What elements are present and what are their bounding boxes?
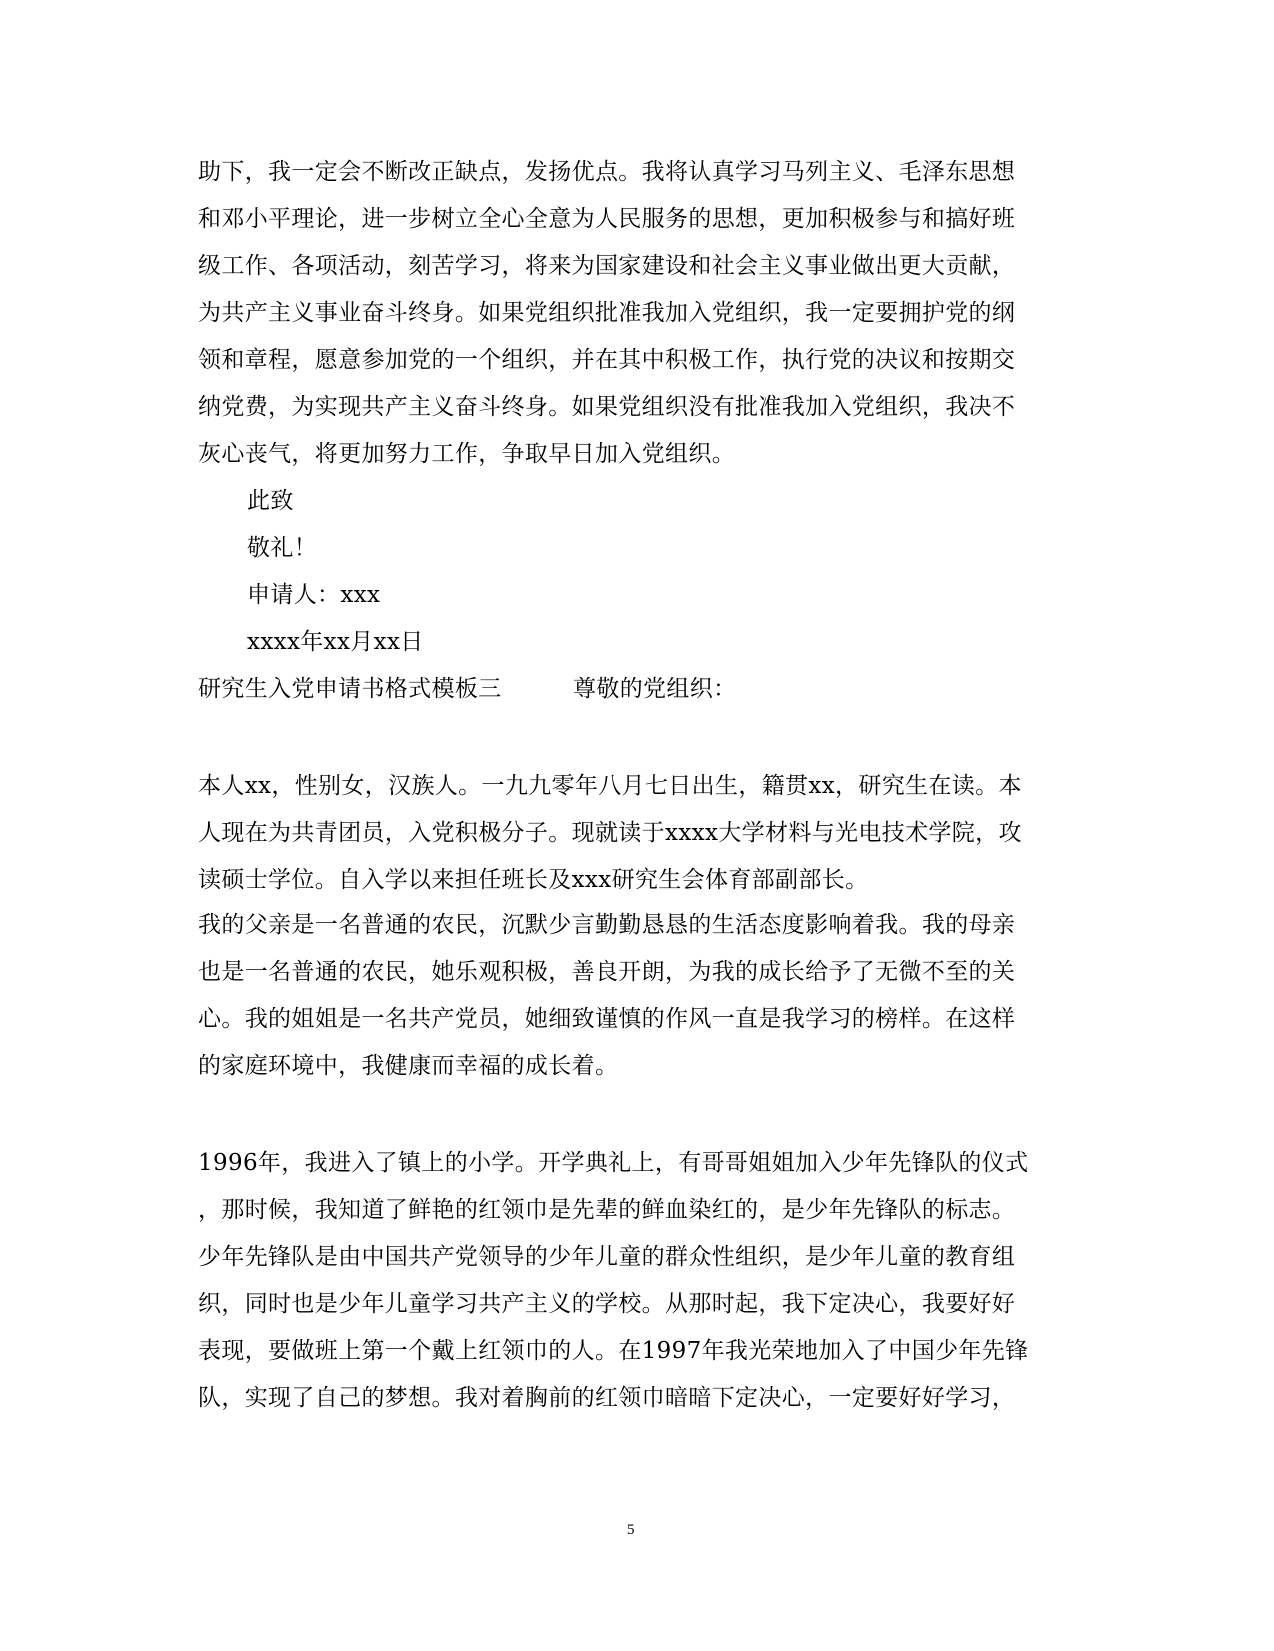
body-line: 我的父亲是一名普通的农民，沉默少言勤勤恳恳的生活态度影响着我。我的母亲 [198, 912, 1016, 938]
body-line: 表现，要做班上第一个戴上红领巾的人。在1997年我光荣地加入了中国少年先锋 [198, 1338, 1029, 1364]
closing-regards: 敬礼！ [247, 535, 318, 561]
body-line: 的家庭环境中，我健康而幸福的成长着。 [198, 1053, 619, 1079]
body-line: 人现在为共青团员，入党积极分子。现就读于xxxx大学材料与光电技术学院，攻 [198, 820, 1022, 846]
body-line: 读硕士学位。自入学以来担任班长及xxx研究生会体育部副部长。 [198, 867, 869, 893]
body-line: 1996年，我进入了镇上的小学。开学典礼上，有哥哥姐姐加入少年先锋队的仪式 [198, 1150, 1029, 1176]
body-line: 和邓小平理论，进一步树立全心全意为人民服务的思想，更加积极参与和搞好班 [198, 206, 1016, 232]
section-title: 研究生入党申请书格式模板三 [198, 676, 502, 702]
body-line: 领和章程，愿意参加党的一个组织，并在其中积极工作，执行党的决议和按期交 [198, 347, 1016, 373]
body-line: 灰心丧气，将更加努力工作，争取早日加入党组织。 [198, 441, 736, 467]
body-line: 纳党费，为实现共产主义奋斗终身。如果党组织没有批准我加入党组织，我决不 [198, 394, 1016, 420]
body-line: ，那时候，我知道了鲜艳的红领巾是先辈的鲜血染红的，是少年先锋队的标志。 [198, 1197, 1016, 1223]
body-line: 少年先锋队是由中国共产党领导的少年儿童的群众性组织，是少年儿童的教育组 [198, 1244, 1016, 1270]
body-line: 本人xx，性别女，汉族人。一九九零年八月七日出生，籍贯xx，研究生在读。本 [198, 773, 1022, 799]
body-line: 织，同时也是少年儿童学习共产主义的学校。从那时起，我下定决心，我要好好 [198, 1291, 1016, 1317]
applicant-signature: 申请人：xxx [247, 582, 381, 608]
body-line: 也是一名普通的农民，她乐观积极，善良开朗，为我的成长给予了无微不至的关 [198, 959, 1016, 985]
signature-date: xxxx年xx月xx日 [247, 629, 424, 655]
salutation: 尊敬的党组织： [573, 676, 737, 702]
page-number: 5 [627, 1522, 635, 1538]
body-line: 级工作、各项活动，刻苦学习，将来为国家建设和社会主义事业做出更大贡献， [198, 253, 1016, 279]
body-line: 助下，我一定会不断改正缺点，发扬优点。我将认真学习马列主义、毛泽东思想 [198, 159, 1016, 185]
closing-salutation: 此致 [247, 488, 294, 514]
body-line: 心。我的姐姐是一名共产党员，她细致谨慎的作风一直是我学习的榜样。在这样 [198, 1006, 1016, 1032]
body-line: 队，实现了自己的梦想。我对着胸前的红领巾暗暗下定决心，一定要好好学习， [198, 1385, 1016, 1411]
body-line: 为共产主义事业奋斗终身。如果党组织批准我加入党组织，我一定要拥护党的纲 [198, 300, 1016, 326]
